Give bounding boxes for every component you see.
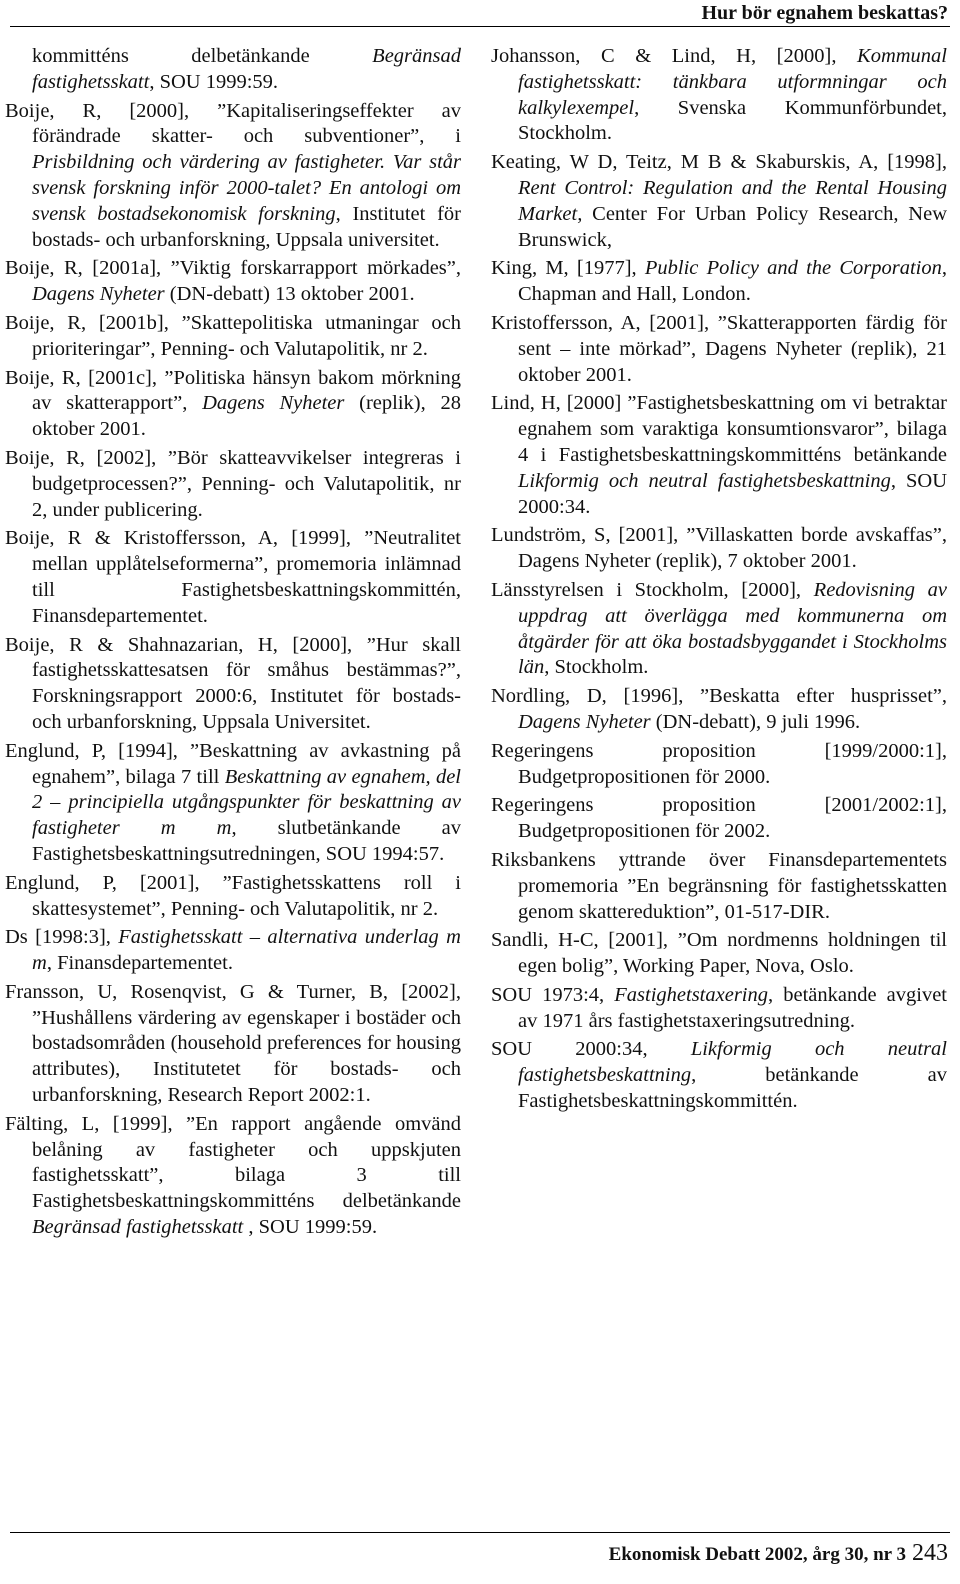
- reference-entry: [491, 578, 947, 681]
- reference-text: Center For Urban Policy Research, New Brunswick,: [518, 202, 947, 251]
- reference-entry: [5, 633, 461, 736]
- reference-title-italic: Redovisning av uppdrag att överlägga med kommunerna om åtgärder för att öka bostadsbyggandet i Stockholms län: [518, 578, 947, 679]
- reference-text: Boije, R, [2001c], ”Politiska hänsyn bakom mörkning av skatterapport”,: [5, 366, 461, 415]
- reference-text: Boije, R, [2001b], ”Skattepolitiska utmaningar och prioriteringar”, Penning- och Valutapolitik, nr 2.: [5, 311, 461, 360]
- reference-text: Kristoffersson, A, [2001], ”Skatterapporten färdig för sent – inte mörkad”, Dagens Nyheter (replik), 21 oktober 2001.: [491, 311, 947, 386]
- reference-title-italic: Dagens Nyheter: [32, 283, 165, 306]
- reference-text: Boije, R, [2000], ”Kapitaliseringseffekter av förändrade skatter- och subventioner”, i: [5, 99, 461, 148]
- reference-text: Länsstyrelsen i Stockholm, [2000],: [491, 578, 814, 601]
- reference-entry: [5, 925, 461, 977]
- reference-entry: [491, 391, 947, 520]
- reference-text: Englund, P, [2001], ”Fastighetsskattens roll i skattesystemet”, Penning- och Valutapolitik, nr 2.: [5, 871, 461, 920]
- reference-entry: [5, 366, 461, 443]
- reference-entry: [5, 526, 461, 629]
- reference-entry: [491, 928, 947, 980]
- reference-text: SOU 2000:34,: [491, 1038, 691, 1061]
- reference-text: Regeringens proposition [1999/2000:1], Budgetpropositionen för 2000.: [491, 739, 947, 788]
- running-head: Hur bör egnahem beskattas?: [701, 2, 948, 24]
- page-footer: [609, 1540, 948, 1567]
- reference-title-italic: Dagens Nyheter: [518, 710, 651, 733]
- reference-text: Boije, R, [2001a], ”Viktig forskarrapport mörkades”,: [5, 257, 461, 280]
- reference-entry: [5, 44, 461, 96]
- journal-citation: Ekonomisk Debatt 2002, årg 30, nr 3: [608, 1544, 906, 1565]
- reference-text: , Svenska Kommunförbundet, Stockholm.: [518, 96, 947, 145]
- reference-text: Nordling, D, [1996], ”Beskatta efter husprisset”,: [491, 685, 947, 708]
- reference-text: , slutbetänkande av Fastighetsbeskattningsutredningen, SOU 1994:57.: [32, 817, 462, 865]
- reference-text: Keating, W D, Teitz, M B & Skaburskis, A, [1998],: [491, 151, 947, 174]
- reference-title-italic: Fastighetstaxering: [614, 983, 768, 1006]
- reference-text: Boije, R, [2002], ”Bör skatteavvikelser integreras i budgetprocessen?”, Penning- och Valutapolitik, nr 2, under publicering.: [5, 446, 461, 521]
- reference-entry: [491, 1037, 947, 1114]
- reference-text: Englund, P, [1994], ”Beskattning av avkastning på egnahem”, bilaga 7 till: [5, 739, 461, 788]
- reference-entry: [5, 739, 461, 868]
- reference-title-italic: Kommunal fastighetsskatt: tänkbara utformningar och kalkylexempel: [518, 45, 947, 119]
- reference-text: Fransson, U, Rosenqvist, G & Turner, B, [2002], ”Hushållens värdering av egenskaper i bostäder och bostadsområden (household preferences for housing attributes), Institutetet för bostads- och urbanforskning, Research Report 2002:1.: [5, 980, 461, 1107]
- reference-entry: [5, 256, 461, 308]
- reference-title-italic: Beskattning av egnahem, del 2 – principiella utgångspunkter för beskattning av fastigheter m m: [32, 765, 461, 840]
- reference-entry: [5, 446, 461, 523]
- footer-rule: [10, 1532, 950, 1533]
- reference-text: , Institutet för bostads- och urbanforskning, Uppsala universitet.: [32, 202, 461, 251]
- reference-text: Riksbankens yttrande över Finansdepartementets promemoria ”En begränsning för fastighetsskatten genom skattereduktion”, 01-517-DIR.: [491, 848, 947, 923]
- reference-text: Boije, R & Kristoffersson, A, [1999], ”Neutralitet mellan upplåtelseformerna”, promemoria inlämnad till Fastighetsbeskattningskommittén, Finansdepartementet.: [5, 527, 461, 627]
- reference-title-italic: Public Policy and the Corporation: [644, 257, 942, 280]
- reference-text: (replik), 28 oktober 2001.: [32, 392, 461, 441]
- reference-title-italic: Begränsad fastighetsskatt: [32, 45, 461, 93]
- reference-text: , Chapman and Hall, London.: [518, 257, 947, 306]
- reference-title-italic: Likformig och neutral fastighetsbeskattning: [518, 469, 891, 492]
- reference-title-italic: Begränsad fastighetsskatt: [32, 1216, 244, 1239]
- reference-text: (DN-debatt), 9 juli 1996.: [650, 710, 861, 733]
- reference-text: , Finansdepartementet.: [46, 952, 233, 975]
- reference-title-italic: Likformig och neutral fastighetsbeskattning: [518, 1038, 947, 1087]
- reference-text: Ds [1998:3],: [5, 926, 119, 949]
- reference-text: , SOU 1999:59.: [149, 70, 279, 93]
- reference-text: Fälting, L, [1999], ”En rapport angående omvänd belåning av fastigheter och uppskjuten fastighetsskatt”, bilaga 3 till Fastighetsbeskattningskommitténs delbetänkande: [5, 1112, 461, 1213]
- reference-text: Lind, H, [2000] ”Fastighetsbeskattning om vi betraktar egnahem som varaktiga konsumtionsvaror”, bilaga 4 i Fastighetsbeskattningskommitténs betänkande: [491, 392, 947, 466]
- reference-text: (DN-debatt) 13 oktober 2001.: [164, 283, 415, 306]
- reference-text: Sandli, H-C, [2001], ”Om nordmenns holdningen til egen bolig”, Working Paper, Nova, Oslo.: [491, 929, 947, 978]
- reference-entry: [5, 1112, 461, 1241]
- reference-entry: [491, 44, 947, 147]
- reference-text: King, M, [1977],: [491, 257, 645, 280]
- reference-column-left: [5, 44, 461, 1244]
- reference-entry: [491, 848, 947, 925]
- reference-entry: [5, 980, 461, 1109]
- reference-entry: [491, 684, 947, 736]
- reference-text: Regeringens proposition [2001/2002:1], Budgetpropositionen för 2002.: [491, 794, 947, 843]
- reference-entry: [491, 793, 947, 845]
- reference-text: kommitténs delbetänkande: [32, 45, 373, 67]
- reference-entry: [491, 256, 947, 308]
- reference-title-italic: Dagens Nyheter: [202, 392, 345, 415]
- reference-text: Lundström, S, [2001], ”Villaskatten borde avskaffas”, Dagens Nyheter (replik), 7 oktober 2001.: [491, 524, 947, 573]
- reference-entry: [5, 871, 461, 923]
- reference-title-italic: Prisbildning och värdering av fastigheter. Var står svensk forskning inför 2000-talet? En antologi om svensk bostadsekonomisk forskning: [32, 151, 461, 225]
- reference-text: , SOU 1999:59.: [243, 1216, 378, 1239]
- reference-text: Boije, R & Shahnazarian, H, [2000], ”Hur skall fastighetsskattesatsen för småhus bestämmas?”, Forskningsrapport 2000:6, Institutet för bostads- och urbanforskning, Uppsala Universitet.: [5, 633, 461, 733]
- reference-text: Johansson, C & Lind, H, [2000],: [491, 45, 858, 67]
- reference-entry: [491, 739, 947, 791]
- reference-column-right: [491, 44, 947, 1118]
- reference-text: , betänkande avgivet av 1971 års fastighetstaxeringsutredning.: [518, 983, 947, 1032]
- reference-text: , betänkande av Fastighetsbeskattningskommittén.: [518, 1064, 947, 1113]
- reference-entry: [491, 150, 947, 253]
- reference-text: SOU 1973:4,: [491, 983, 615, 1006]
- reference-title-italic: Rent Control: Regulation and the Rental Housing Market,: [518, 176, 947, 225]
- reference-entry: [491, 983, 947, 1035]
- reference-title-italic: Fastighetsskatt – alternativa underlag m m: [32, 926, 461, 975]
- reference-entry: [5, 99, 461, 254]
- reference-entry: [491, 523, 947, 575]
- header-rule: [10, 26, 950, 27]
- reference-entry: [491, 311, 947, 388]
- reference-text: , Stockholm.: [544, 656, 649, 679]
- page-number: 243: [912, 1540, 948, 1566]
- reference-text: , SOU 2000:34.: [518, 469, 947, 518]
- reference-entry: [5, 311, 461, 363]
